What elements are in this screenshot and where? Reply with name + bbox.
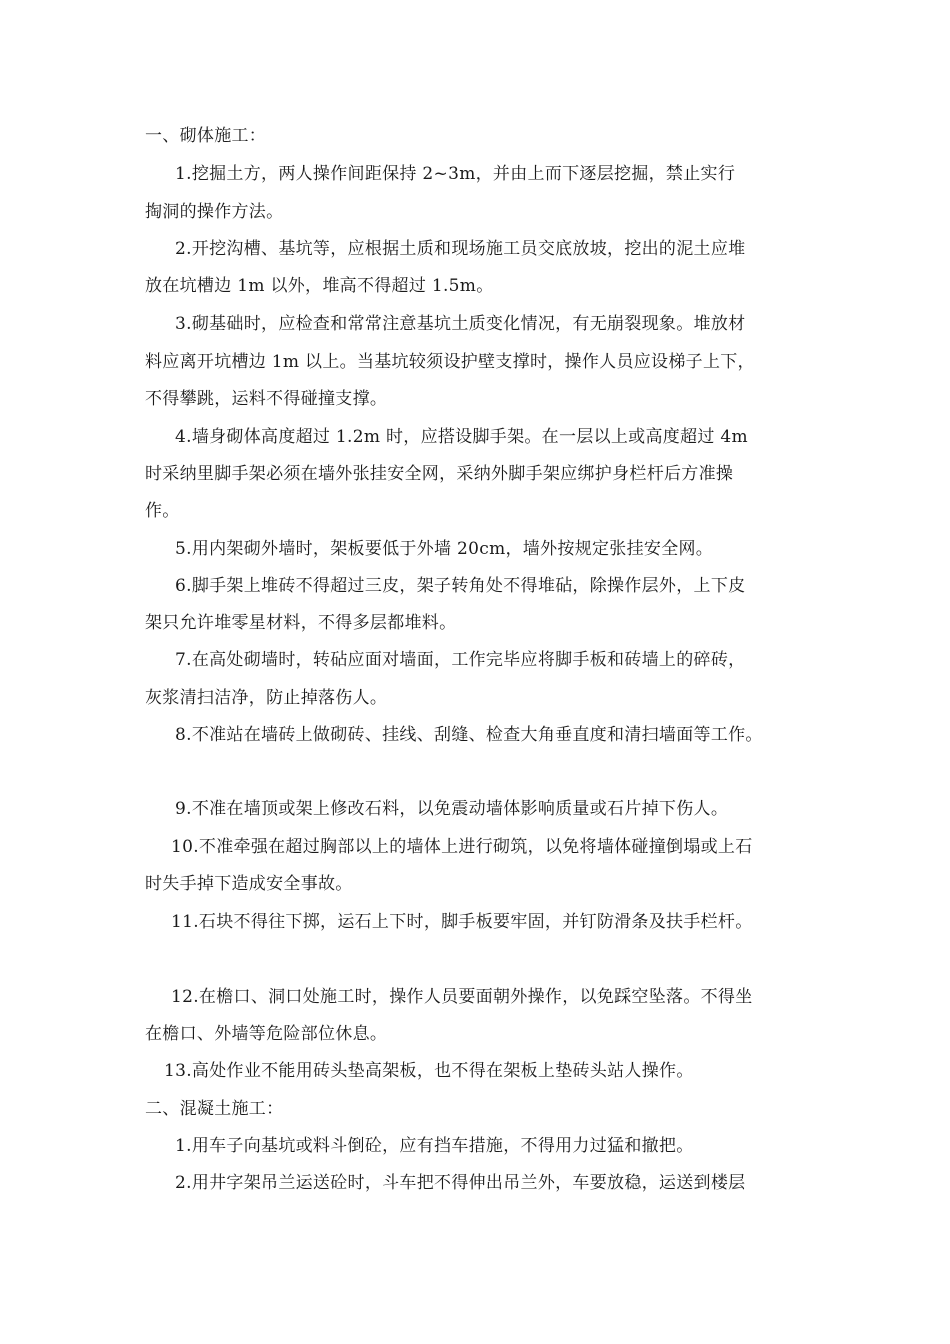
text-line: 7.在高处砌墙时，转砧应面对墙面，工作完毕应将脚手板和砖墙上的碎砖， <box>175 650 746 670</box>
text-line: 时失手掉下造成安全事故。 <box>145 874 353 894</box>
text-line: 灰浆清扫洁净，防止掉落伤人。 <box>145 688 388 708</box>
text-line: 4.墙身砌体高度超过 1.2m 时，应搭设脚手架。在一层以上或高度超过 4m <box>175 427 748 447</box>
text-line: 1.挖掘土方，两人操作间距保持 2~3m，并由上而下逐层挖掘，禁止实行 <box>175 164 736 184</box>
text-line: 5.用内架砌外墙时，架板要低于外墙 20cm，墙外按规定张挂安全网。 <box>175 539 714 559</box>
text-line: 时采纳里脚手架必须在墙外张挂安全网，采纳外脚手架应绑护身栏杆后方准操 <box>145 464 734 484</box>
text-line: 放在坑槽边 1m 以外，堆高不得超过 1.5m。 <box>145 276 494 296</box>
text-line: 掏洞的操作方法。 <box>145 202 284 222</box>
text-line: 8.不准站在墙砖上做砌砖、挂线、刮缝、检查大角垂直度和清扫墙面等工作。 <box>175 725 763 745</box>
text-line: 1.用车子向基坑或料斗倒砼，应有挡车措施，不得用力过猛和撤把。 <box>175 1136 694 1156</box>
text-line: 架只允许堆零星材料，不得多层都堆料。 <box>145 613 457 633</box>
text-line: 2.开挖沟槽、基坑等，应根据土质和现场施工员交底放坡，挖出的泥土应堆 <box>175 239 746 259</box>
text-line: 作。 <box>145 501 180 521</box>
text-line: 10.不准牵强在超过胸部以上的墙体上进行砌筑，以免将墙体碰撞倒塌或上石 <box>171 837 753 857</box>
text-line: 12.在檐口、洞口处施工时，操作人员要面朝外操作，以免踩空坠落。不得坐 <box>171 987 753 1007</box>
text-line: 11.石块不得往下掷，运石上下时，脚手板要牢固，并钉防滑条及扶手栏杆。 <box>171 912 753 932</box>
text-line: 9.不准在墙顶或架上修改石料，以免震动墙体影响质量或石片掉下伤人。 <box>175 799 729 819</box>
text-line: 在檐口、外墙等危险部位休息。 <box>145 1024 388 1044</box>
section-heading-concrete: 二、混凝土施工： <box>145 1099 284 1119</box>
text-line: 6.脚手架上堆砖不得超过三皮，架子转角处不得堆砧，除操作层外，上下皮 <box>175 576 746 596</box>
section-heading-masonry: 一、砌体施工： <box>145 126 267 146</box>
text-line: 13.高处作业不能用砖头垫高架板，也不得在架板上垫砖头站人操作。 <box>164 1061 694 1081</box>
text-line: 料应离开坑槽边 1m 以上。当基坑较须设护壁支撑时，操作人员应设梯子上下， <box>145 352 755 372</box>
text-line: 3.砌基础时，应检查和常常注意基坑土质变化情况，有无崩裂现象。堆放材 <box>175 314 746 334</box>
text-line: 2.用井字架吊兰运送砼时，斗车把不得伸出吊兰外，车要放稳，运送到楼层 <box>175 1173 746 1193</box>
text-line: 不得攀跳，运料不得碰撞支撑。 <box>145 389 388 409</box>
